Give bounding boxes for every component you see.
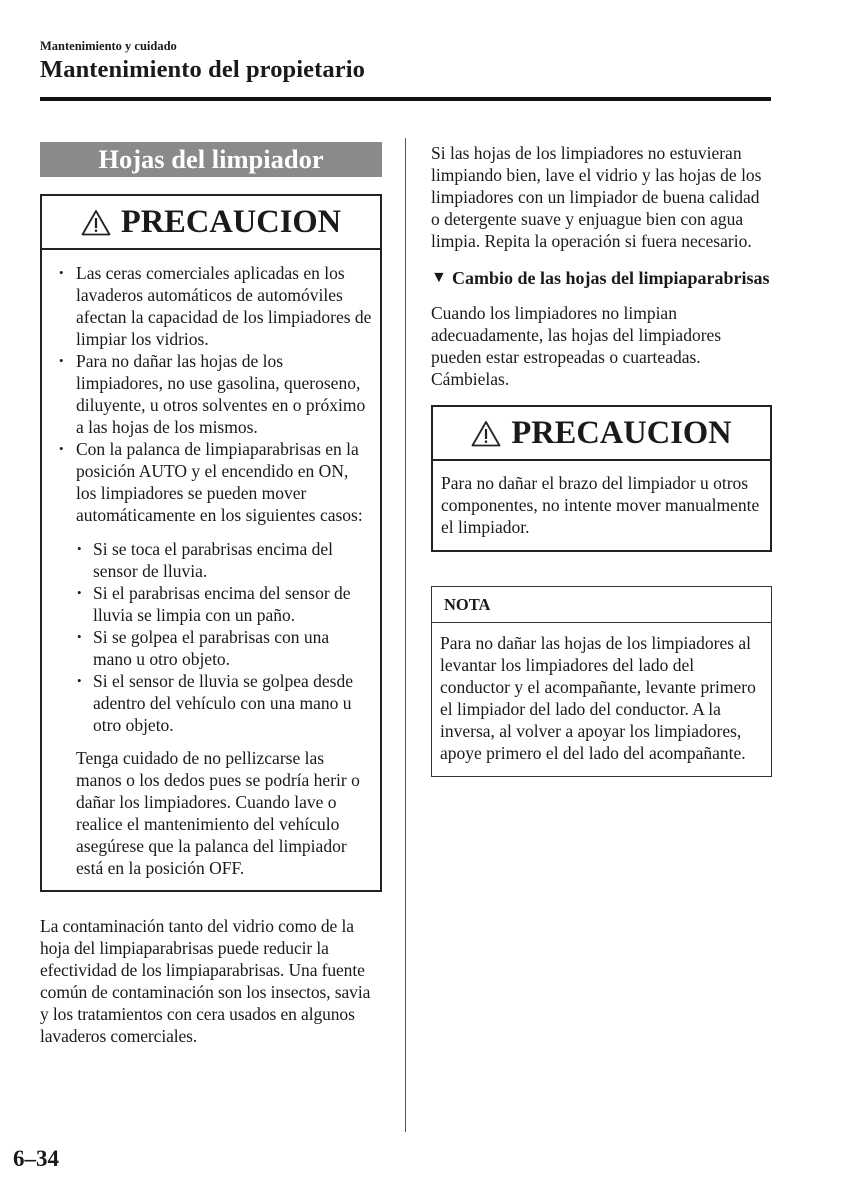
caution-sub-bullet-list: [42, 538, 372, 736]
caution-text: Para no dañar el brazo del limpiador u otros componentes, no intente mover manualmente el limpiador.: [441, 473, 760, 537]
column-divider: [405, 138, 406, 1132]
warning-triangle-icon: [81, 209, 111, 236]
list-item: • Las ceras comerciales aplicadas en los lavaderos automáticos de automóviles afectan la capacidad de los limpiadores de limpiar los vidrios.: [42, 262, 372, 350]
subsection-title: Cambio de las hojas del limpiaparabrisas: [452, 268, 770, 288]
header-rule: [40, 97, 771, 101]
body-paragraph: La contaminación tanto del vidrio como de la hoja del limpiaparabrisas puede reducir la efectividad de los limpiaparabrisas. Una fuente común de contaminación son los insectos, savia y los tratamientos con cera usados en algunos lavaderos comerciales.: [40, 916, 371, 1046]
page-title: Mantenimiento del propietario: [40, 56, 366, 83]
right-column: [431, 142, 772, 777]
subsection-paragraph: Cuando los limpiadores no limpian adecuadamente, las hojas del limpiadores pueden estar estropeadas o cuarteadas. Cámbielas.: [431, 303, 722, 389]
caution-box: [431, 405, 772, 552]
intro-paragraph: Si las hojas de los limpiadores no estuvieran limpiando bien, lave el vidrio y las hojas de los limpiadores con un limpiador de buena calidad o detergente suave y enjuague bien con agua limpia. Repita la operación si fuera necesario.: [431, 143, 762, 251]
caution-title: PRECAUCION: [120, 203, 342, 240]
warning-triangle-icon: [471, 420, 501, 447]
list-item: • Para no dañar las hojas de los limpiadores, no use gasolina, queroseno, diluyente, u otros solventes en o próximo a las hojas de los mismos.: [42, 350, 372, 438]
page-number: 6–34: [13, 1146, 59, 1171]
caution-box: [40, 194, 382, 892]
triangle-down-icon: ▼: [431, 269, 447, 286]
section-title: Hojas del limpiador: [40, 142, 382, 177]
list-item: • Si el parabrisas encima del sensor de lluvia se limpia con un paño.: [42, 582, 372, 626]
note-box: [431, 586, 772, 777]
breadcrumb: Mantenimiento y cuidado: [40, 39, 177, 53]
caution-header: [433, 407, 770, 461]
note-text: Para no dañar las hojas de los limpiadores al levantar los limpiadores del lado del conductor y el acompañante, levante primero el limpiador del lado del conductor. A la inversa, al volver a apoyar los limpiadores, apoye primero el del lado del acompañante.: [440, 633, 756, 763]
subsection-heading: [431, 267, 772, 289]
caution-header: [42, 196, 380, 250]
list-item: • Con la palanca de limpiaparabrisas en la posición AUTO y el encendido en ON, los limpiadores se pueden mover automáticamente en los siguientes casos:: [42, 438, 372, 526]
list-item: • Si el sensor de lluvia se golpea desde adentro del vehículo con una mano u otro objeto.: [42, 670, 372, 736]
caution-bullet-list: [42, 262, 372, 526]
caution-closing-text: Tenga cuidado de no pellizcarse las manos o los dedos pues se podría herir o dañar los limpiadores. Cuando lave o realice el mantenimiento del vehículo asegúrese que la palanca del limpiador está en la posición OFF.: [76, 748, 360, 878]
list-item: • Si se toca el parabrisas encima del sensor de lluvia.: [42, 538, 372, 582]
left-column: [40, 142, 382, 1047]
caution-body: [42, 250, 380, 890]
list-item: • Si se golpea el parabrisas con una mano u otro objeto.: [42, 626, 372, 670]
caution-title: PRECAUCION: [511, 414, 732, 451]
note-title: NOTA: [432, 587, 771, 623]
